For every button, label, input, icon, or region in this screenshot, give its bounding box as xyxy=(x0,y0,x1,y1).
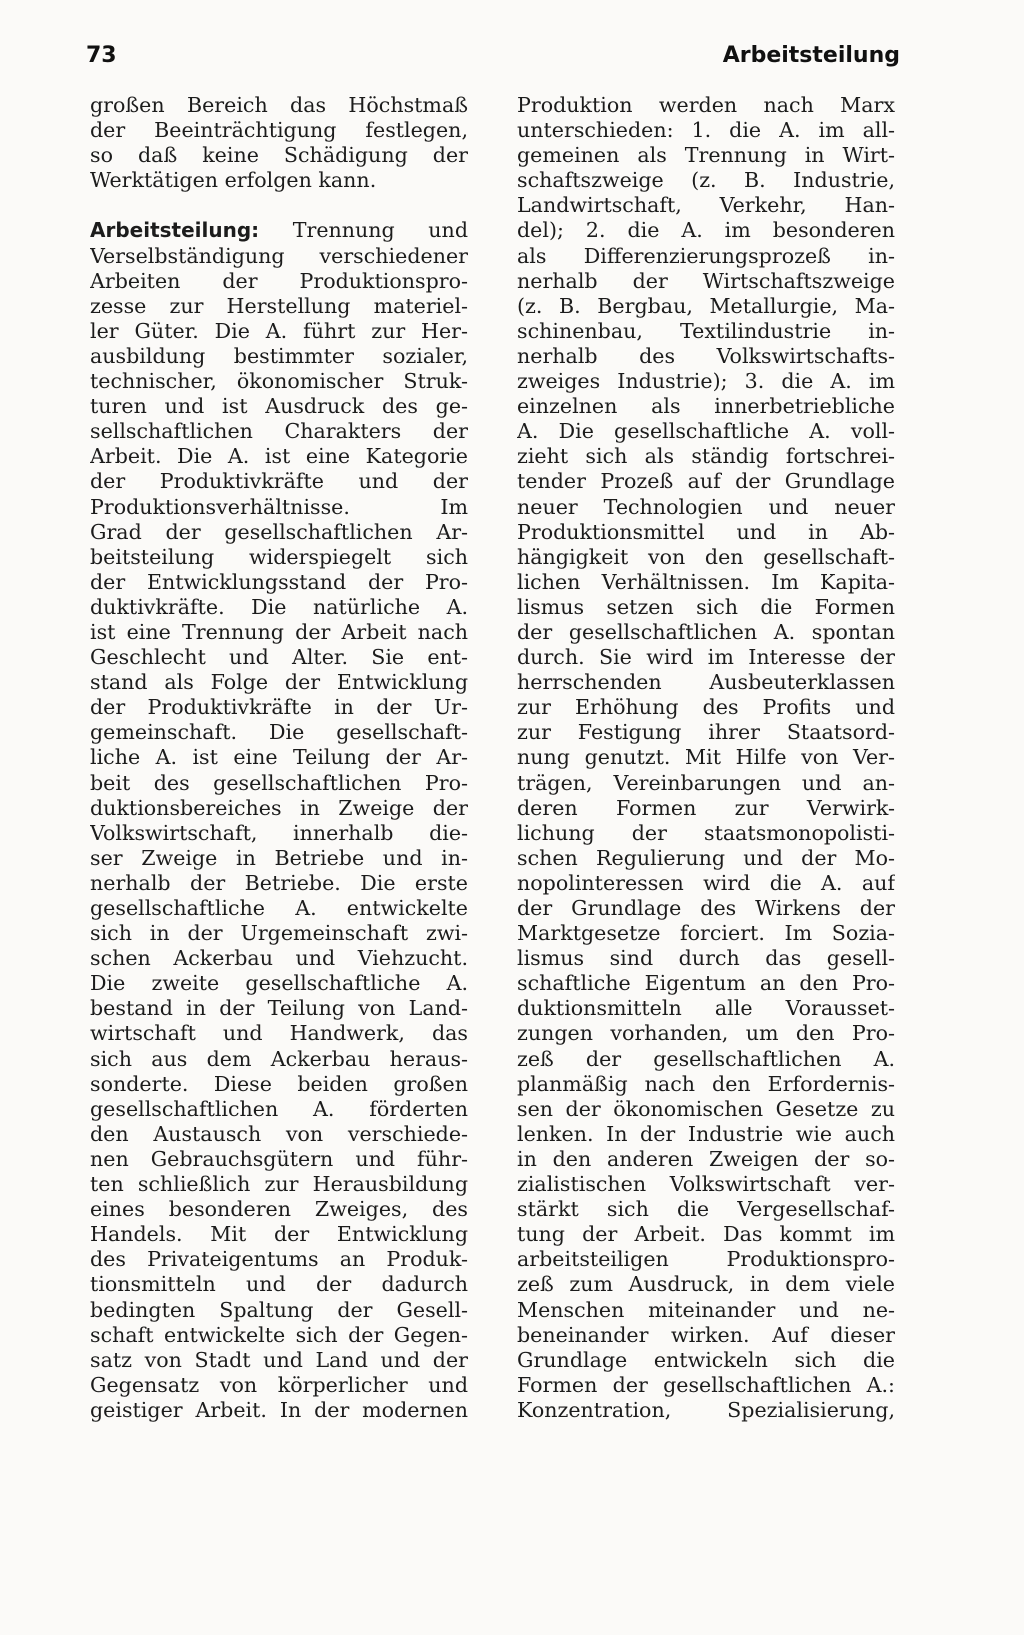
text-line: zialistischen Volkswirtschaft ver- xyxy=(517,1172,895,1197)
text-line: lichen Verhältnissen. Im Kapita- xyxy=(517,569,895,594)
text-line: Werktätigen erfolgen kann. xyxy=(90,168,377,193)
text-line: großen Bereich das Höchstmaß xyxy=(90,93,468,117)
entry-first-line-text: Trennung und xyxy=(292,218,468,243)
text-line: Grad der gesellschaftlichen Ar- xyxy=(90,519,468,544)
text-line: nerhalb der Betriebe. Die erste xyxy=(90,870,468,895)
text-line: zweiges Industrie); 3. die A. im xyxy=(517,369,895,394)
text-line: Geschlecht und Alter. Sie ent- xyxy=(90,645,468,670)
text-line: nen Gebrauchsgütern und führ- xyxy=(90,1146,468,1171)
text-line: unterschieden: 1. die A. im all- xyxy=(517,118,895,143)
text-line: beitsteilung widerspiegelt sich xyxy=(90,544,468,569)
text-line: planmäßig nach den Erfordernis- xyxy=(517,1071,895,1096)
text-line: Arbeit. Die A. ist eine Kategorie xyxy=(90,444,468,469)
text-line: ausbildung bestimmter sozialer, xyxy=(90,343,468,368)
text-line: Handels. Mit der Entwicklung xyxy=(90,1222,468,1247)
text-line: sen der ökonomischen Gesetze zu xyxy=(517,1096,895,1121)
text-line: hängigkeit von den gesellschaft- xyxy=(517,544,895,569)
text-line: sich aus dem Ackerbau heraus- xyxy=(90,1046,468,1071)
text-line: schen Ackerbau und Viehzucht. xyxy=(90,946,468,971)
text-line: Formen der gesellschaftlichen A.: xyxy=(517,1372,895,1397)
text-line: der Entwicklungsstand der Pro- xyxy=(90,569,468,594)
text-line: den Austausch von verschiede- xyxy=(90,1121,468,1146)
text-line: Grundlage entwickeln sich die xyxy=(517,1347,895,1372)
text-line: duktionsbereiches in Zweige der xyxy=(90,795,468,820)
text-line: beit des gesellschaftlichen Pro- xyxy=(90,770,468,795)
text-line: der Produktivkräfte und der xyxy=(90,469,468,494)
text-line: neuer Technologien und neuer xyxy=(517,494,895,519)
text-line: in den anderen Zweigen der so- xyxy=(517,1146,895,1171)
text-line: ten schließlich zur Herausbildung xyxy=(90,1172,468,1197)
text-line: nopolinteressen wird die A. auf xyxy=(517,870,895,895)
text-line: schaftszweige (z. B. Industrie, xyxy=(517,168,895,193)
text-line: Die zweite gesellschaftliche A. xyxy=(90,971,468,996)
text-line: herrschenden Ausbeuterklassen xyxy=(517,670,895,695)
text-line: turen und ist Ausdruck des ge- xyxy=(90,394,468,419)
text-line: Produktion werden nach Marx xyxy=(517,93,895,117)
entry-lemma: Arbeitsteilung: xyxy=(90,218,260,243)
text-line: eines besonderen Zweiges, des xyxy=(90,1197,468,1222)
text-line: wirtschaft und Handwerk, das xyxy=(90,1021,468,1046)
text-line: del); 2. die A. im besonderen xyxy=(517,218,895,243)
text-line: so daß keine Schädigung der xyxy=(90,143,468,168)
text-line: nerhalb des Volkswirtschafts- xyxy=(517,343,895,368)
text-line: zungen vorhanden, um den Pro- xyxy=(517,1021,895,1046)
text-line: nerhalb der Wirtschaftszweige xyxy=(517,268,895,293)
text-line: der gesellschaftlichen A. spontan xyxy=(517,619,895,644)
text-line: zesse zur Herstellung materiel- xyxy=(90,293,468,318)
text-line: durch. Sie wird im Interesse der xyxy=(517,645,895,670)
text-line: gemeinen als Trennung in Wirt- xyxy=(517,143,895,168)
text-line: geistiger Arbeit. In der modernen xyxy=(90,1397,468,1422)
text-line: der Grundlage des Wirkens der xyxy=(517,896,895,920)
text-line: ist eine Trennung der Arbeit nach xyxy=(90,619,468,644)
text-line: stärkt sich die Vergesellschaf- xyxy=(517,1197,895,1222)
text-line: ler Güter. Die A. führt zur Her- xyxy=(90,318,468,343)
text-line: des Privateigentums an Produk- xyxy=(90,1247,468,1272)
text-line: nung genutzt. Mit Hilfe von Ver- xyxy=(517,745,895,770)
text-line: Volkswirtschaft, innerhalb die- xyxy=(90,820,468,845)
left-column xyxy=(90,93,468,1423)
text-line: tender Prozeß auf der Grundlage xyxy=(517,469,895,494)
text-line: Gegensatz von körperlicher und xyxy=(90,1372,468,1397)
text-line: sellschaftlichen Charakters der xyxy=(90,419,468,444)
text-line: schaftliche Eigentum an den Pro- xyxy=(517,971,895,996)
text-line: ser Zweige in Betriebe und in- xyxy=(90,845,468,870)
text-line: stand als Folge der Entwicklung xyxy=(90,670,468,695)
text-line: Landwirtschaft, Verkehr, Han- xyxy=(517,193,895,218)
text-line: Arbeiten der Produktionspro- xyxy=(90,268,468,293)
text-line: trägen, Vereinbarungen und an- xyxy=(517,770,895,795)
text-line: als Differenzierungsprozeß in- xyxy=(517,243,895,268)
text-line: gesellschaftliche A. entwickelte xyxy=(90,896,468,920)
text-line: zeß der gesellschaftlichen A. xyxy=(517,1046,895,1071)
right-column xyxy=(517,93,895,1423)
text-line: bestand in der Teilung von Land- xyxy=(90,996,468,1021)
text-line: lichung der staatsmonopolisti- xyxy=(517,820,895,845)
text-line: schen Regulierung und der Mo- xyxy=(517,845,895,870)
text-line: arbeitsteiligen Produktionspro- xyxy=(517,1247,895,1272)
text-line: zur Erhöhung des Profits und xyxy=(517,695,895,720)
text-line: zieht sich als ständig fortschrei- xyxy=(517,444,895,469)
text-line: zeß zum Ausdruck, in dem viele xyxy=(517,1272,895,1297)
text-line: tung der Arbeit. Das kommt im xyxy=(517,1222,895,1247)
text-line: duktivkräfte. Die natürliche A. xyxy=(90,594,468,619)
text-line: lismus setzen sich die Formen xyxy=(517,594,895,619)
text-line: sich in der Urgemeinschaft zwi- xyxy=(90,921,468,946)
text-line: gesellschaftlichen A. förderten xyxy=(90,1096,468,1121)
running-head: Arbeitsteilung xyxy=(722,43,900,68)
text-line: Produktionsverhältnisse. Im xyxy=(90,494,468,519)
text-line: Produktionsmittel und in Ab- xyxy=(517,519,895,544)
text-line: zur Festigung ihrer Staatsord- xyxy=(517,720,895,745)
text-line: A. Die gesellschaftliche A. voll- xyxy=(517,419,895,444)
text-line: lismus sind durch das gesell- xyxy=(517,946,895,971)
text-line: (z. B. Bergbau, Metallurgie, Ma- xyxy=(517,293,895,318)
text-line: bedingten Spaltung der Gesell- xyxy=(90,1297,468,1322)
text-line: schinenbau, Textilindustrie in- xyxy=(517,318,895,343)
text-line: Marktgesetze forciert. Im Sozia- xyxy=(517,921,895,946)
text-line: duktionsmitteln alle Vorausset- xyxy=(517,996,895,1021)
text-line: der Produktivkräfte in der Ur- xyxy=(90,695,468,720)
text-line: gemeinschaft. Die gesellschaft- xyxy=(90,720,468,745)
text-line: der Beeinträchtigung festlegen, xyxy=(90,118,468,143)
text-line: lenken. In der Industrie wie auch xyxy=(517,1121,895,1146)
text-line: Verselbständigung verschiedener xyxy=(90,243,468,268)
text-line: Konzentration, Spezialisierung, xyxy=(517,1397,895,1422)
text-line: schaft entwickelte sich der Gegen- xyxy=(90,1322,468,1347)
text-line: liche A. ist eine Teilung der Ar- xyxy=(90,745,468,770)
entry-first-line xyxy=(90,218,468,243)
text-line: technischer, ökonomischer Struk- xyxy=(90,369,468,394)
text-line: Menschen miteinander und ne- xyxy=(517,1297,895,1322)
text-line: beneinander wirken. Auf dieser xyxy=(517,1322,895,1347)
text-line: deren Formen zur Verwirk- xyxy=(517,795,895,820)
text-line: sonderte. Diese beiden großen xyxy=(90,1071,468,1096)
text-line: einzelnen als innerbetriebliche xyxy=(517,394,895,419)
text-line: tionsmitteln und der dadurch xyxy=(90,1272,468,1297)
paragraph-gap xyxy=(90,193,468,218)
text-line: satz von Stadt und Land und der xyxy=(90,1347,468,1372)
page-number: 73 xyxy=(86,43,117,68)
